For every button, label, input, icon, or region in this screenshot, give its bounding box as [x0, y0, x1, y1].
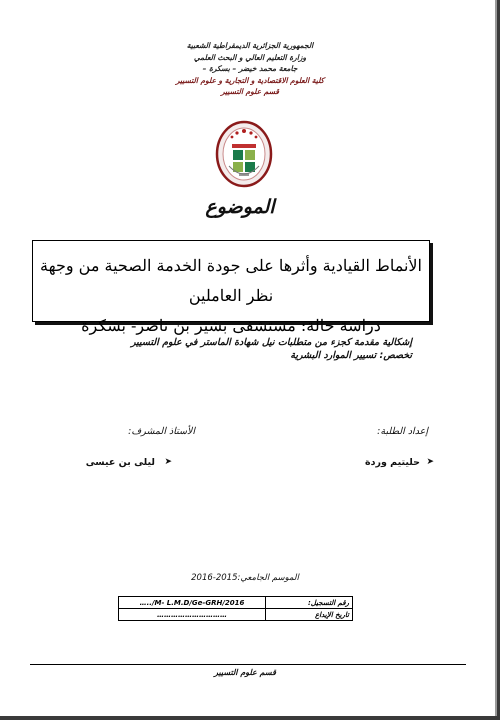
- university-name: جامعة محمد خيضر – بسكرة –: [202, 64, 298, 73]
- institution-header: [150, 40, 350, 98]
- republic-name: الجمهورية الجزائرية الديمقراطية الشعبية: [186, 41, 314, 50]
- table-row: [119, 609, 353, 621]
- prepared-by-label: إعداد الطلبة:: [377, 426, 428, 437]
- arrow-bullet-icon: ➤: [164, 457, 172, 467]
- thesis-purpose: إشكالية مقدمة كجزء من متطلبات نيل شهادة الماستر في علوم التسيير: [130, 337, 412, 348]
- thesis-specialty: تخصص: تسيير الموارد البشرية: [290, 350, 412, 361]
- footer-department: قسم علوم التسيير: [214, 668, 276, 677]
- academic-season: الموسم الجامعي:2015-2016: [191, 573, 299, 583]
- thesis-title-line2: دراسة حالة: مستشفى بشير بن ناصر- بسكرة: [81, 316, 381, 335]
- thesis-title-line1: الأنماط القيادية وأثرها على جودة الخدمة الصحية من وجهة نظر العاملين: [40, 256, 422, 305]
- thesis-title-box: [32, 240, 430, 335]
- ministry-name: وزارة التعليم العالي و البحث العلمي: [193, 52, 307, 62]
- deposit-date-label: تاريخ الإيداع: [266, 609, 353, 621]
- registration-table: [118, 596, 353, 621]
- arrow-bullet-icon: ➤: [426, 457, 434, 467]
- page-border-bottom: [0, 716, 500, 720]
- registration-number-value: …../M- L.M.D/Ge-GRH/2016: [119, 597, 266, 609]
- subject-label: الموضوع: [205, 196, 275, 218]
- footer-divider: [30, 664, 466, 665]
- supervisor-name: ليلى بن عيسى: [85, 457, 155, 468]
- table-row: [119, 597, 353, 609]
- university-logo-icon: [215, 120, 273, 188]
- department-name: قسم علوم التسيير: [221, 87, 279, 96]
- student-name: حليتيم وردة: [365, 457, 420, 468]
- thesis-purpose-block: [72, 336, 412, 362]
- supervisor-label: الأستاذ المشرف:: [128, 426, 195, 437]
- deposit-date-value: …………………………: [119, 609, 266, 621]
- faculty-name: كلية العلوم الاقتصادية و التجارية و علوم التسيير: [175, 75, 325, 85]
- registration-number-label: رقم التسجيل:: [266, 597, 353, 609]
